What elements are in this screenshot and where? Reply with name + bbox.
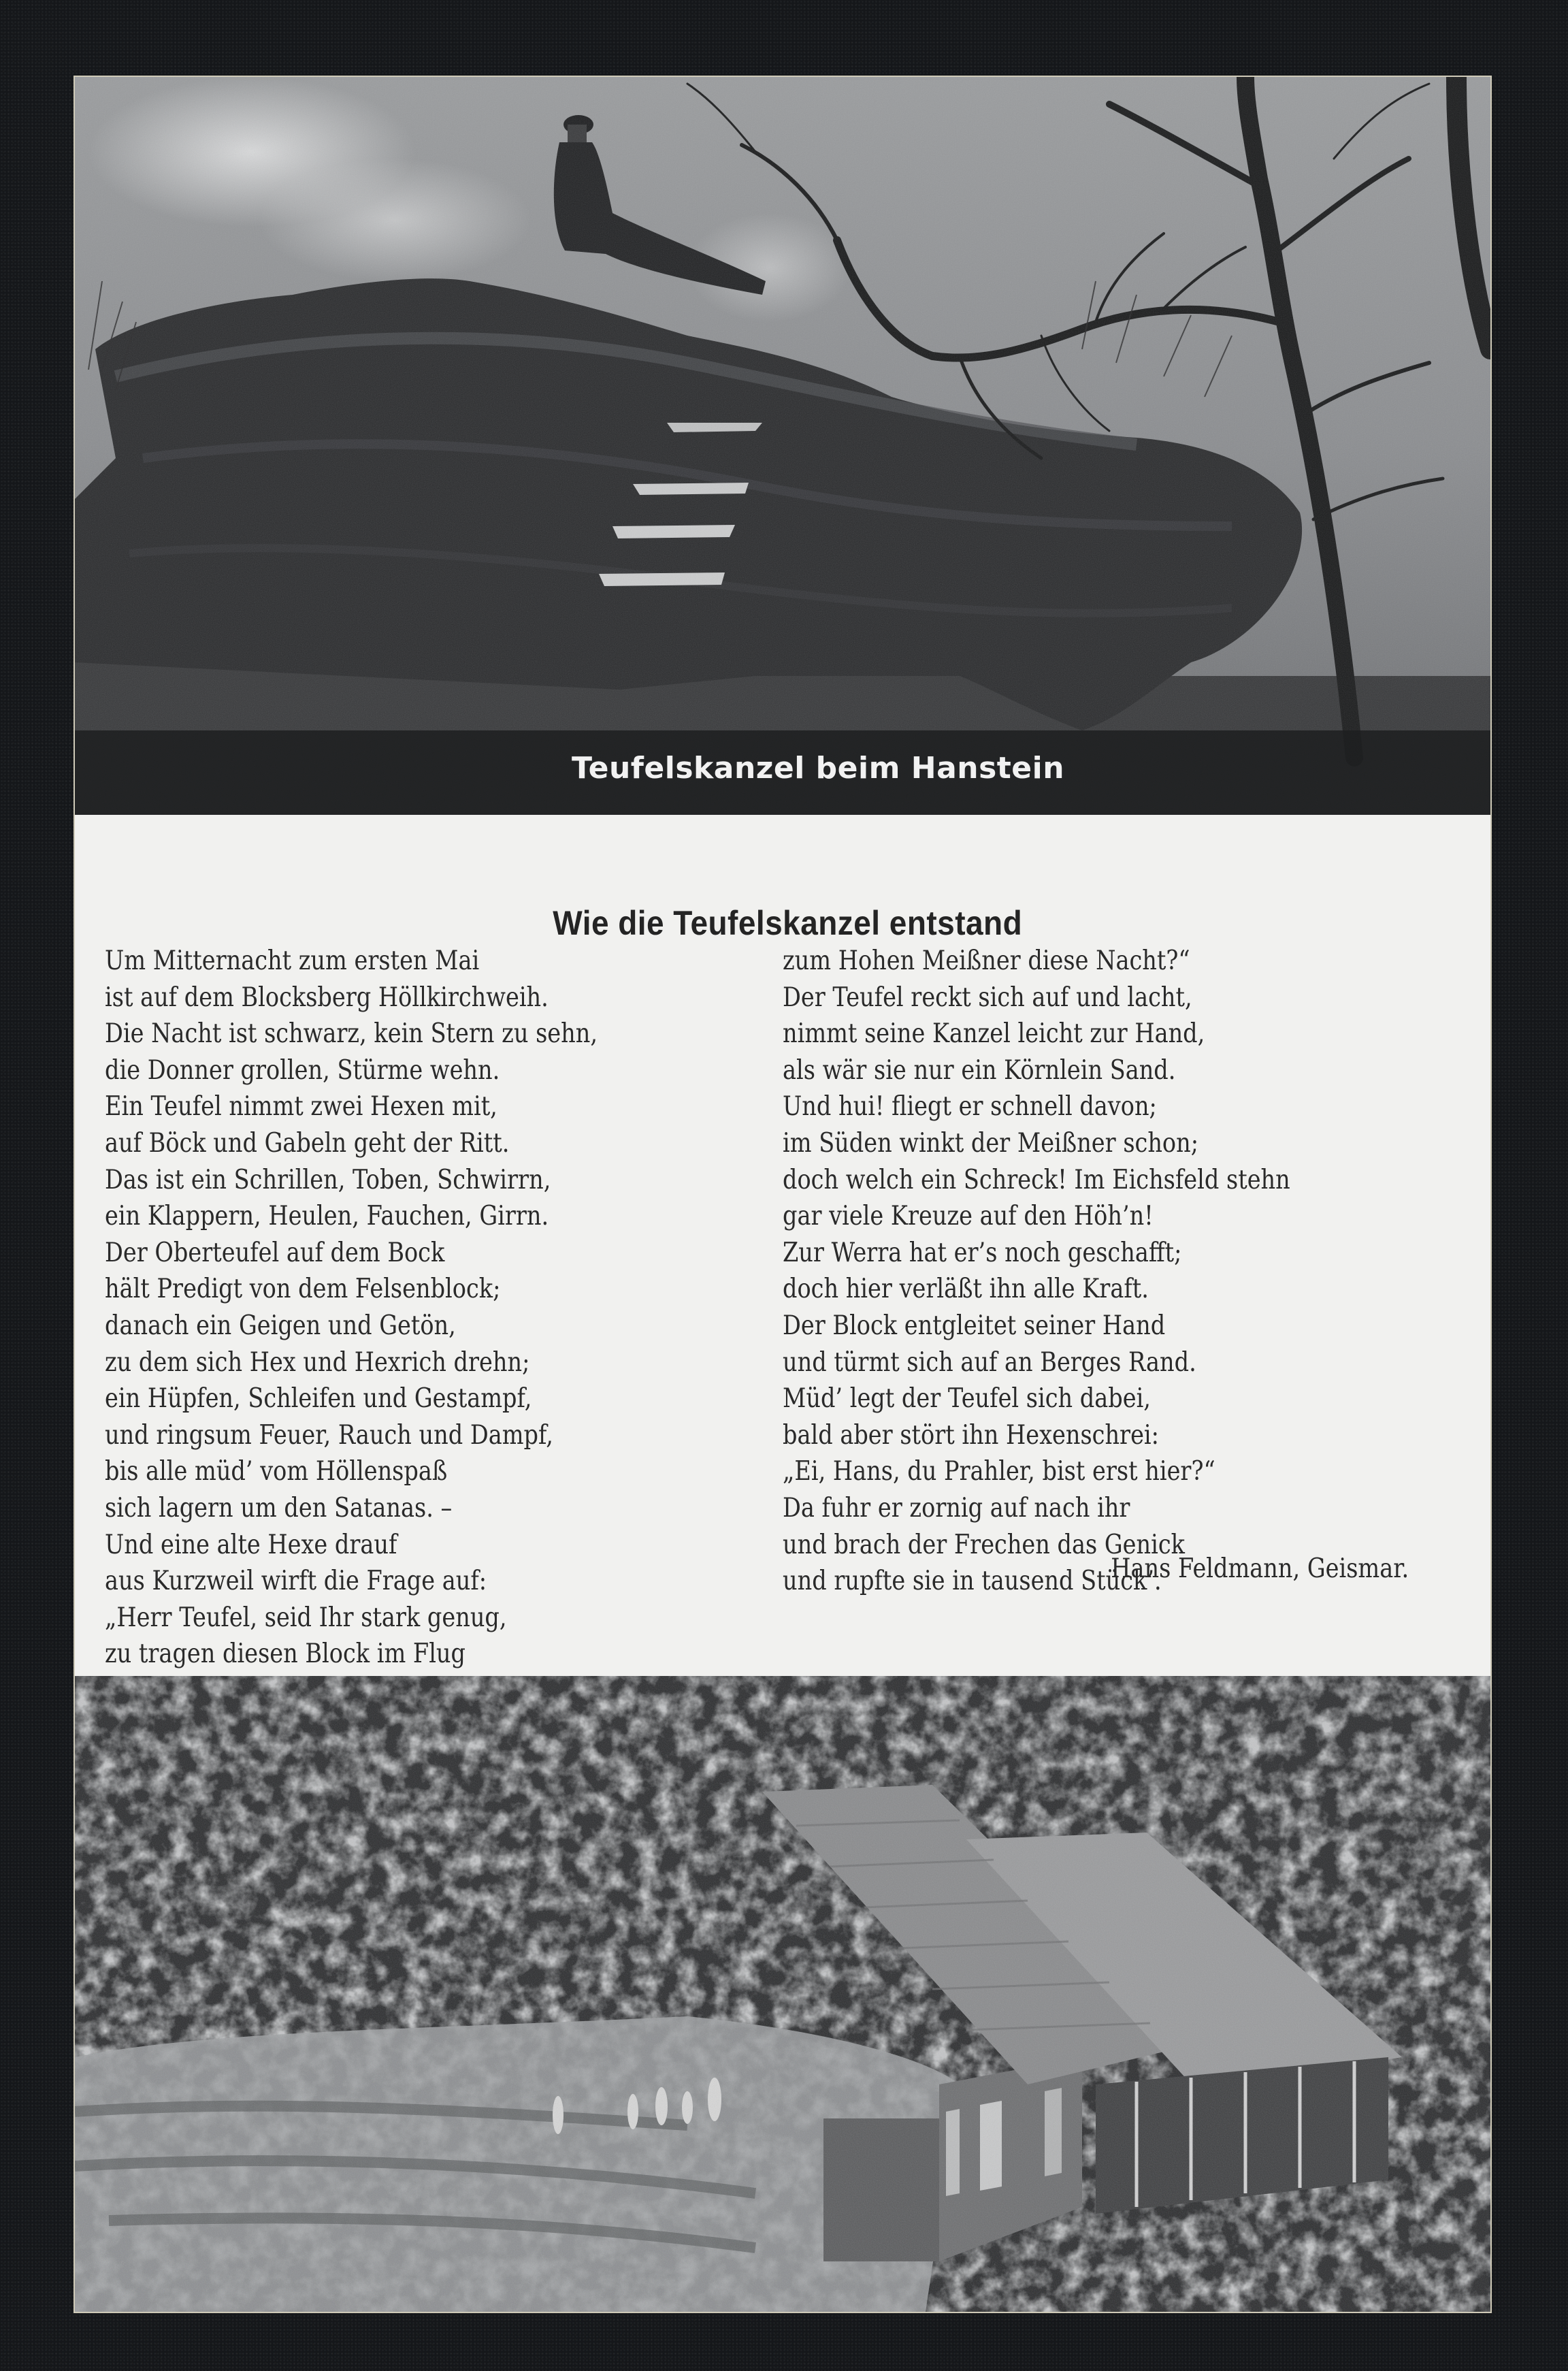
top-photo-rock-pulpit — [75, 77, 1490, 815]
poem-author: Hans Feldmann, Geismar. — [1111, 1553, 1409, 1584]
poem-right-column — [783, 943, 1373, 1600]
poem-line: aus Kurzweil wirft die Frage auf: — [105, 1566, 487, 1597]
poem-line: bis alle müd’ vom Höllenspaß — [105, 1456, 448, 1487]
poem-line: Das ist ein Schrillen, Toben, Schwirrn, — [105, 1164, 551, 1195]
postcard — [75, 77, 1490, 2312]
poem-left-column — [105, 943, 678, 1673]
poem-line: Ein Teufel nimmt zwei Hexen mit, — [105, 1091, 497, 1123]
poem-line: bald aber stört ihn Hexenschrei: — [783, 1419, 1159, 1451]
poem-section — [75, 815, 1490, 1676]
poem-line: „Herr Teufel, seid Ihr stark genug, — [105, 1602, 507, 1633]
poem-line: Um Mitternacht zum ersten Mai — [105, 946, 480, 976]
poem-line: Da fuhr er zornig auf nach ihr — [783, 1492, 1130, 1523]
poem-line: und türmt sich auf an Berges Rand. — [783, 1346, 1196, 1378]
poem-line: danach ein Geigen und Getön, — [105, 1310, 456, 1341]
top-photo-caption: Teufelskanzel beim Hanstein — [571, 751, 1065, 786]
poem-line: sich lagern um den Satanas. – — [105, 1492, 453, 1523]
poem-line: Die Nacht ist schwarz, kein Stern zu sehn, — [105, 1018, 598, 1050]
poem-line: nimmt seine Kanzel leicht zur Hand, — [783, 1018, 1205, 1050]
bottom-photo-hut — [75, 1676, 1490, 2312]
poem-line: zu dem sich Hex und Hexrich drehn; — [105, 1346, 530, 1378]
poem-line: zum Hohen Meißner diese Nacht?“ — [783, 946, 1190, 976]
poem-line: Und hui! fliegt er schnell davon; — [783, 1091, 1157, 1123]
poem-line: ein Hüpfen, Schleifen und Gestampf, — [105, 1383, 532, 1415]
poem-line: als wär sie nur ein Körnlein Sand. — [783, 1054, 1176, 1086]
poem-line: Zur Werra hat er’s noch geschafft; — [783, 1237, 1182, 1268]
poem-line: doch welch ein Schreck! Im Eichsfeld stehn — [783, 1164, 1290, 1195]
poem-line: und ringsum Feuer, Rauch und Dampf, — [105, 1419, 553, 1451]
poem-line: gar viele Kreuze auf den Höh’n! — [783, 1201, 1154, 1232]
poem-line: auf Böck und Gabeln geht der Ritt. — [105, 1127, 510, 1159]
poem-line: die Donner grollen, Stürme wehn. — [105, 1054, 500, 1086]
poem-line: zu tragen diesen Block im Flug — [105, 1639, 466, 1670]
poem-line: und rupfte sie in tausend Stück’. — [783, 1566, 1162, 1597]
poem-line: Der Oberteufel auf dem Bock — [105, 1237, 445, 1268]
poem-line: Der Block entgleitet seiner Hand — [783, 1310, 1166, 1341]
poem-line: und brach der Frechen das Genick — [783, 1529, 1185, 1560]
poem-title: Wie die Teufelskanzel entstand — [553, 904, 1023, 942]
poem-line: Der Teufel reckt sich auf und lacht, — [783, 982, 1192, 1013]
poem-line: Und eine alte Hexe drauf — [105, 1529, 397, 1560]
poem-line: ist auf dem Blocksberg Höllkirchweih. — [105, 982, 549, 1013]
poem-line: Müd’ legt der Teufel sich dabei, — [783, 1383, 1151, 1415]
poem-line: ein Klappern, Heulen, Fauchen, Girrn. — [105, 1201, 549, 1232]
poem-line: „Ei, Hans, du Prahler, bist erst hier?“ — [783, 1456, 1215, 1487]
poem-line: im Süden winkt der Meißner schon; — [783, 1127, 1199, 1159]
rock-pulpit-illustration — [75, 77, 1490, 815]
hut-photograph — [75, 1676, 1490, 2312]
poem-line: doch hier verläßt ihn alle Kraft. — [783, 1274, 1149, 1305]
poem-line: hält Predigt von dem Felsenblock; — [105, 1274, 501, 1305]
